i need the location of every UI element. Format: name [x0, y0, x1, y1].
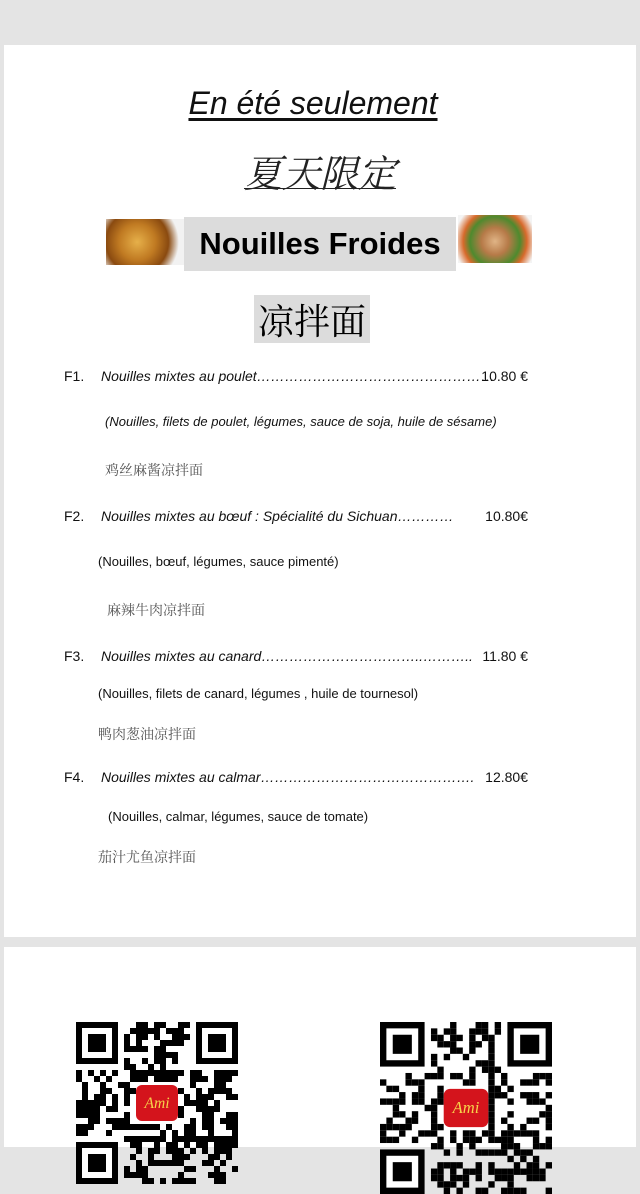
item-name: Nouilles mixtes au canard……………………………..……….. [101, 648, 473, 664]
item-name: Nouilles mixtes au bœuf : Spécialité du Sichuan………… [101, 508, 454, 524]
item-chinese-name: 鸭肉葱油凉拌面 [98, 726, 196, 742]
qr-code-left[interactable] [76, 1022, 238, 1184]
item-name: Nouilles mixtes au poulet…………………………………………… [101, 368, 495, 384]
qr-code-right[interactable] [380, 1022, 552, 1194]
item-price: 12.80€ [485, 769, 528, 785]
menu-page-2 [4, 947, 636, 1147]
svg-text:Ami: Ami [452, 1098, 480, 1118]
noodle-photo-right [458, 215, 532, 263]
item-price: 11.80 € [482, 648, 528, 664]
section-title-chinese: 凉拌面 [254, 295, 370, 343]
item-chinese-name: 麻辣牛肉凉拌面 [107, 602, 205, 618]
title-french: En été seulement [188, 85, 438, 121]
title-chinese: 夏天限定 [243, 152, 396, 196]
item-description: (Nouilles, filets de canard, légumes , huile de tournesol) [98, 686, 419, 701]
item-code: F2. [64, 508, 85, 524]
item-code: F3. [64, 648, 85, 664]
item-price: 10.80€ [485, 508, 528, 524]
item-code: F1. [64, 368, 85, 384]
item-description: (Nouilles, filets de poulet, légumes, sauce de soja, huile de sésame) [105, 414, 497, 429]
section-title-french: Nouilles Froides [184, 217, 456, 271]
item-name: Nouilles mixtes au calmar………………………………………. [101, 769, 475, 785]
menu-page-1 [4, 45, 636, 937]
item-chinese-name: 鸡丝麻酱凉拌面 [105, 462, 203, 478]
item-description: (Nouilles, bœuf, légumes, sauce pimenté) [98, 554, 339, 569]
item-price: 10.80 € [481, 368, 528, 384]
item-code: F4. [64, 769, 85, 785]
noodle-photo-left [106, 219, 184, 265]
svg-text:Ami: Ami [144, 1094, 170, 1112]
item-description: (Nouilles, calmar, légumes, sauce de tomate) [108, 809, 369, 824]
item-chinese-name: 茄汁尤鱼凉拌面 [98, 849, 196, 865]
